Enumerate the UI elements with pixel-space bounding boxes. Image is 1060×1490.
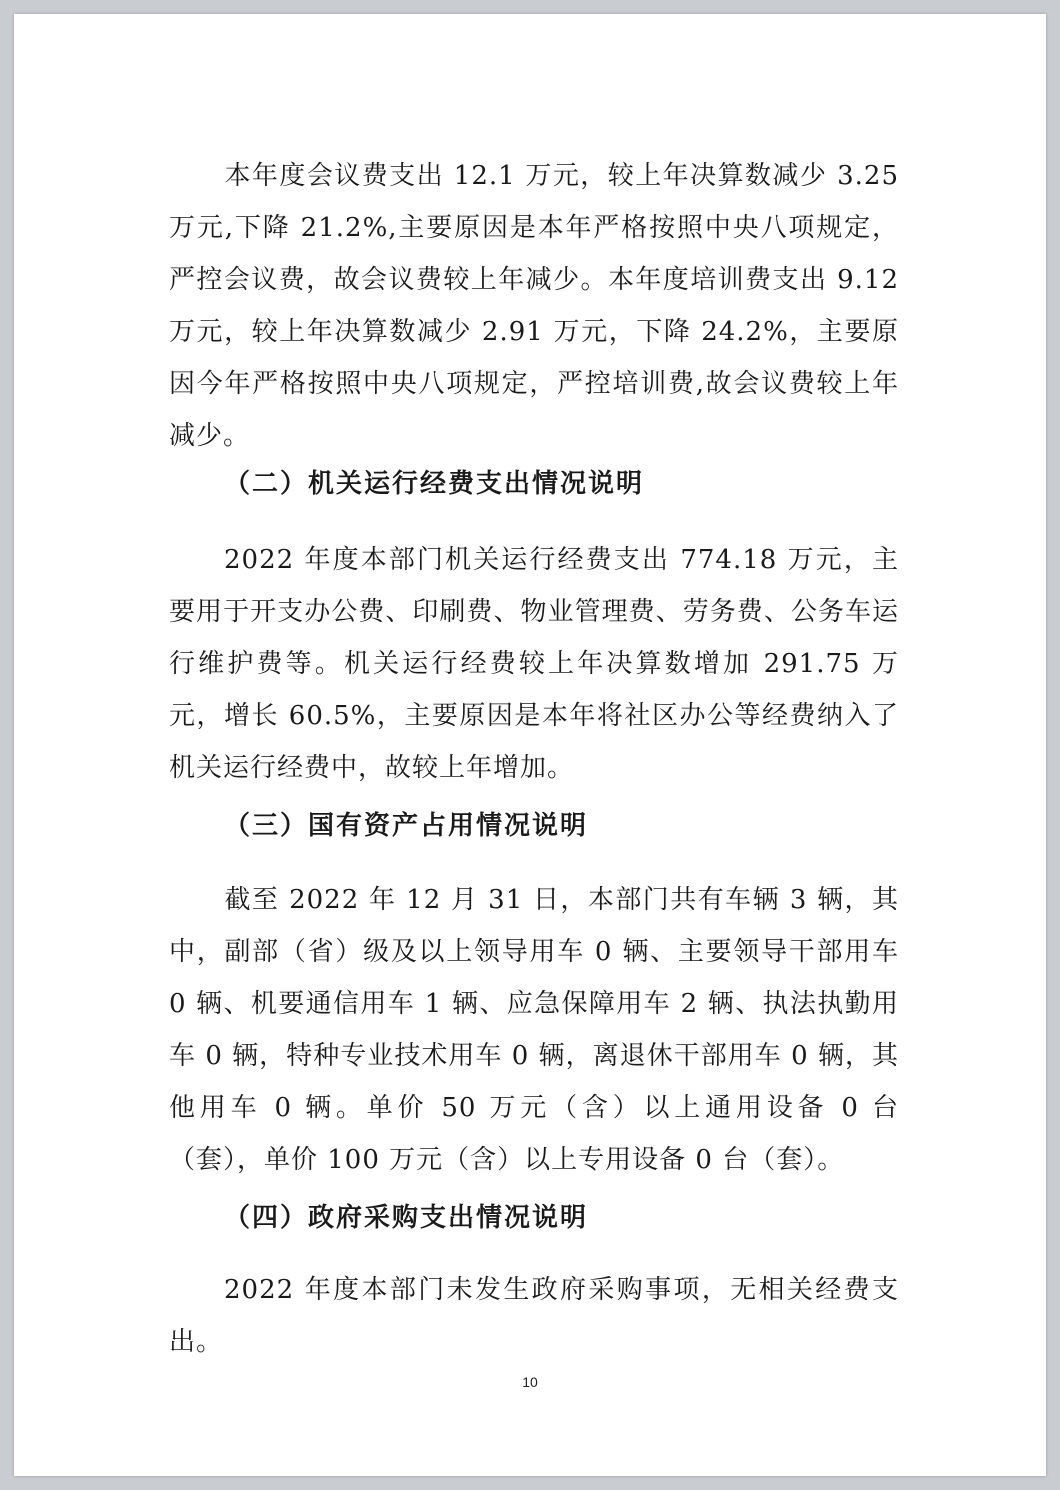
paragraph-text: 2022 年度本部门机关运行经费支出 774.18 万元，主要用于开支办公费、印刷费、物业管理费、劳务费、公务车运行维护费等。机关运行经费较上年决算数增加 291.75 万元，增长 60.5%，主要原因是本年将社区办公等经费纳入了机关运行经费中，故较上年增加。 xyxy=(169,545,899,783)
paragraph-state-assets xyxy=(169,874,899,1186)
heading-text: （四）政府采购支出情况说明 xyxy=(224,1203,589,1233)
section-heading-4 xyxy=(169,1198,899,1238)
paragraph-operating-expenses xyxy=(169,534,899,794)
paragraph-text: 截至 2022 年 12 月 31 日，本部门共有车辆 3 辆，其中，副部（省）级及以上领导用车 0 辆、主要领导干部用车 0 辆、机要通信用车 1 辆、应急保障用车 2 辆、执法执勤用车 0 辆，特种专业技术用车 0 辆，离退休干部用车 0 辆，其他用车 0 辆。单价 50 万元（含）以上通用设备 0 台（套），单价 100 万元（含）以上专用设备 0 台（套）。 xyxy=(169,885,899,1175)
page-number: 10 xyxy=(522,1374,538,1390)
section-heading-2 xyxy=(169,464,899,504)
paragraph-text: 2022 年度本部门未发生政府采购事项，无相关经费支出。 xyxy=(169,1275,899,1357)
heading-text: （二）机关运行经费支出情况说明 xyxy=(224,469,645,499)
document-page xyxy=(14,14,1046,1476)
paragraph-meeting-training-fees xyxy=(169,150,899,462)
section-heading-3 xyxy=(169,806,899,846)
paragraph-government-procurement xyxy=(169,1264,899,1368)
heading-text: （三）国有资产占用情况说明 xyxy=(224,811,589,841)
paragraph-text: 本年度会议费支出 12.1 万元，较上年决算数减少 3.25 万元,下降 21.2%,主要原因是本年严格按照中央八项规定，严控会议费，故会议费较上年减少。本年度培训费支出 9.12 万元，较上年决算数减少 2.91 万元，下降 24.2%，主要原因今年严格按照中央八项规定，严控培训费,故会议费较上年减少。 xyxy=(169,161,899,451)
